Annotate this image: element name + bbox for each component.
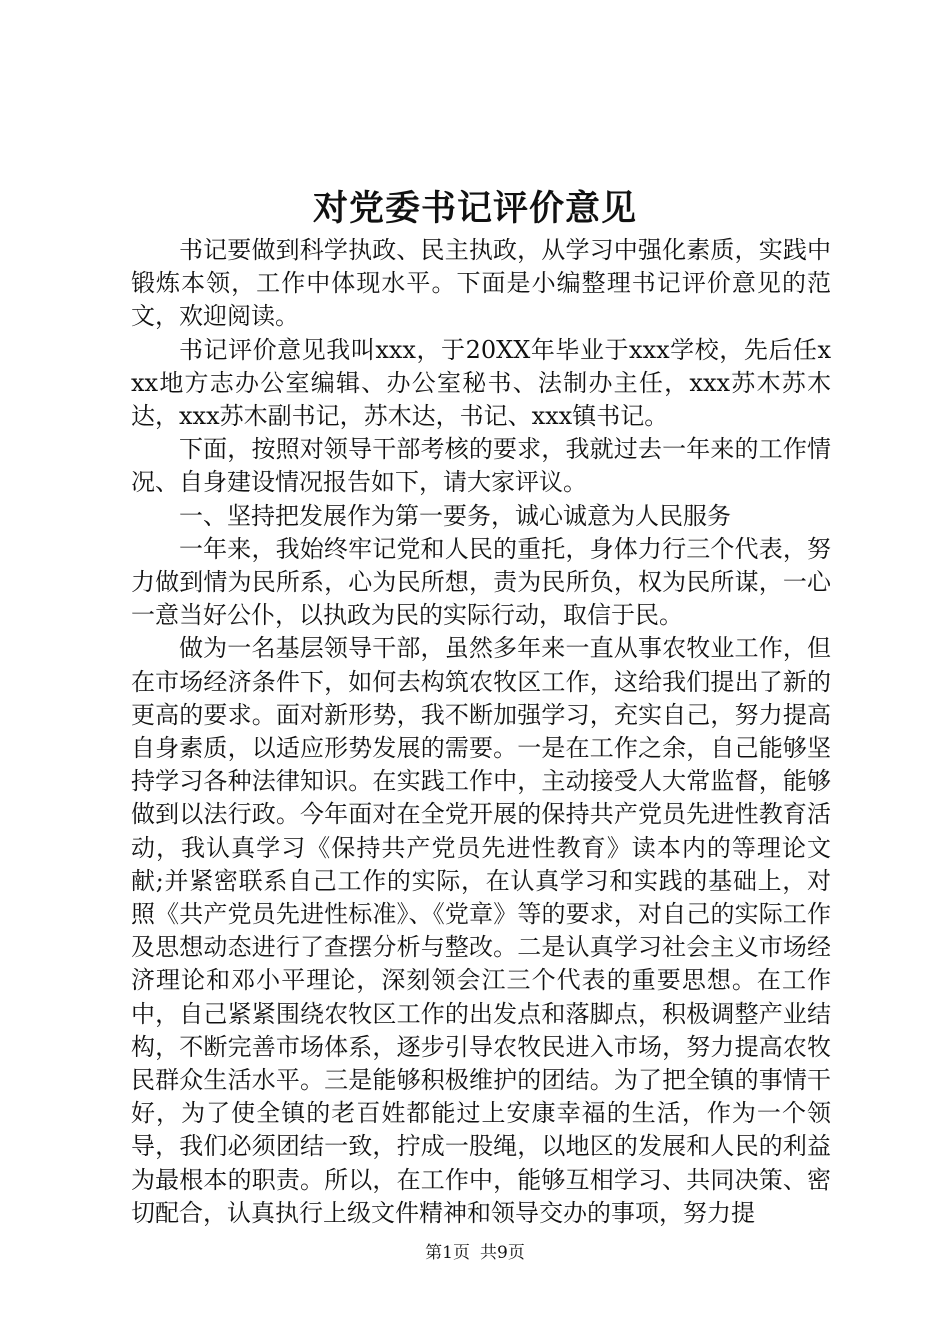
paragraph-service: 一年来，我始终牢记党和人民的重托，身体力行三个代表，努力做到情为民所系，心为民所想，责为民所负，权为民所谋，一心一意当好公仆，以执政为民的实际行动，取信于民。: [131, 534, 831, 630]
paragraph-report-opening: 下面，按照对领导干部考核的要求，我就过去一年来的工作情况、自身建设情况报告如下，请大家评议。: [131, 435, 831, 497]
paragraph-intro: 书记要做到科学执政、民主执政，从学习中强化素质，实践中锻炼本领，工作中体现水平。下面是小编整理书记评价意见的范文，欢迎阅读。: [131, 236, 831, 331]
page-number-current: 第1页: [425, 1243, 470, 1263]
page-footer: [0, 1241, 950, 1265]
paragraph-study-and-work: 做为一名基层领导干部，虽然多年来一直从事农牧业工作，但在市场经济条件下，如何去构筑农牧区工作，这给我们提出了新的更高的要求。面对新形势，我不断加强学习，充实自己，努力提高自身素质，以适应形势发展的需要。一是在工作之余，自己能够坚持学习各种法律知识。在实践工作中，主动接受人大常监督，能够做到以法行政。今年面对在全党开展的保持共产党员先进性教育活动，我认真学习《保持共产党员先进性教育》读本内的等理论文献;并紧密联系自己工作的实际，在认真学习和实践的基础上，对照《共产党员先进性标准》、《党章》等的要求，对自己的实际工作及思想动态进行了查摆分析与整改。二是认真学习社会主义市场经济理论和邓小平理论，深刻领会江三个代表的重要思想。在工作中，自己紧紧围绕农牧区工作的出发点和落脚点，积极调整产业结构，不断完善市场体系，逐步引导农牧民进入市场，努力提高农牧民群众生活水平。三是能够积极维护的团结。为了把全镇的事情干好，为了使全镇的老百姓都能过上安康幸福的生活，作为一个领导，我们必须团结一致，拧成一股绳，以地区的发展和人民的利益为最根本的职责。所以，在工作中，能够互相学习、共同决策、密切配合，认真执行上级文件精神和领导交办的事项，努力提: [131, 634, 831, 1227]
section-heading-1: 一、坚持把发展作为第一要务，诚心诚意为人民服务: [179, 501, 731, 530]
paragraph-self-introduction: 书记评价意见我叫xxx，于20XX年毕业于xxx学校，先后任xxx地方志办公室编辑、办公室秘书、法制办主任，xxx苏木苏木达，xxx苏木副书记，苏木达，书记、xxx镇书记。: [131, 335, 831, 431]
document-body: [131, 234, 831, 1230]
page-number-total: 共9页: [480, 1243, 525, 1263]
document-title: 对党委书记评价意见: [312, 188, 637, 229]
